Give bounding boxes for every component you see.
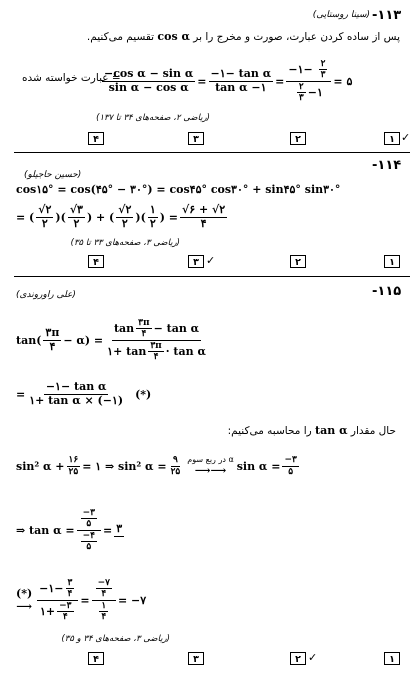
tan-equation: tan( $\frac{۳\pi}{۴}$ − α) = tan $\frac{۳\pi}{۴}$ − tan α ۱+ tan $\frac{۳\pi}{۴}$ · tan α xyxy=(16,317,206,362)
tan-value: ⇒ tan α = $\frac{\frac{-۳}{۵}}{\frac{-۴}{۵}}$ = ۳ xyxy=(16,507,123,552)
correct-checkmark: ✓ xyxy=(206,254,216,267)
correct-checkmark: ✓ xyxy=(308,651,318,664)
option-4[interactable]: ۴ xyxy=(88,132,104,145)
final-computation: (*) ⟶ −۱− $\frac{۳}{۴}$ ۱+ $\frac{-۳}{۴}$ = $\frac{\frac{-۷}{۴}}{\frac{۱}{۴}}$ = −۷ xyxy=(16,577,147,622)
question-number: -۱۱۵ xyxy=(372,284,402,299)
divider xyxy=(14,276,410,277)
option-4[interactable]: ۴ xyxy=(88,652,104,665)
option-1[interactable]: ۱ xyxy=(384,652,400,665)
sin-equation: sin² α + $\frac{۱۶}{۲۵}$ = ۱ ⇒ sin² α = $\frac{۹}{۲۵}$ α در ربع سوم ⟶⟶ sin α = $\frac{-۳}{۵}$ xyxy=(16,455,297,477)
source-reference: (ریاضی ۳، صفحه‌های ۳۳ تا ۳۵) xyxy=(70,238,180,248)
option-3[interactable]: ۳ xyxy=(188,652,204,665)
equation-label: = عبارت خواسته شده xyxy=(22,72,121,84)
option-1[interactable]: ۱ xyxy=(384,132,400,145)
question-author: (سینا روستایی) xyxy=(312,10,370,20)
equation-line-1: cos۱۵° = cos(۴۵° − ۳۰°) = cos۴۵° cos۳۰° + sin۴۵° sin۳۰° xyxy=(16,183,341,196)
intro-text-b: تقسیم می‌کنیم. xyxy=(86,31,155,43)
calc-instruction: حال مقدار tan α را محاسبه می‌کنیم: xyxy=(227,424,396,437)
option-3[interactable]: ۳ xyxy=(188,255,204,268)
option-4[interactable]: ۴ xyxy=(88,255,104,268)
option-3[interactable]: ۳ xyxy=(188,132,204,145)
question-number: -۱۱۳ xyxy=(372,8,402,23)
intro-text-a: پس از ساده کردن عبارت، صورت و مخرج را بر xyxy=(193,31,400,43)
source-reference: (ریاضی ۲، صفحه‌های ۳۴ تا ۱۳۷) xyxy=(96,113,210,123)
fraction-2: $\frac{\text{−۱− tan α}}{\text{tan α −۱}}$ xyxy=(210,66,272,94)
arrow-label: α در ربع سوم xyxy=(187,455,234,464)
arrow-right-icon: ⟶ xyxy=(16,600,32,613)
option-2[interactable]: ۲ xyxy=(290,255,306,268)
equation-q113: $\frac{\text{−cos α − sin α}}{\text{sin α − cos α}}$ = $\frac{\text{−۱− tan α}}{\text{tan α −۱}}$ = −۱− $\frac{۲}{۳}$ $\frac{۲}{۳}$ −۱ = ۵ xyxy=(104,58,353,103)
result: = ۵ xyxy=(333,74,353,88)
intro-variable: cos α xyxy=(157,30,190,43)
fraction-3: −۱− $\frac{۲}{۳}$ $\frac{۲}{۳}$ −۱ xyxy=(286,59,331,103)
option-1[interactable]: ۱ xyxy=(384,255,400,268)
arrow-right-icon: ⟶⟶ xyxy=(194,464,227,477)
tan-step-2: = $\frac{\text{−۱− tan α}}{\text{۱+ tan α × (−۱)}}$ (*) xyxy=(16,379,152,407)
fraction-1: $\frac{\text{−cos α − sin α}}{\text{sin α − cos α}}$ xyxy=(104,66,194,94)
option-2[interactable]: ۲ xyxy=(290,652,306,665)
correct-checkmark: ✓ xyxy=(401,131,411,144)
equation-line-2: = ( $\frac{√۲}{۲}$ )( $\frac{√۳}{۲}$ ) + ( $\frac{√۲}{۲}$ )( $\frac{۱}{۲}$ ) = $\frac{√۶ + √۲}{۴}$ xyxy=(16,202,226,230)
option-2[interactable]: ۲ xyxy=(290,132,306,145)
star-marker: (*) xyxy=(135,387,152,401)
divider xyxy=(14,152,410,153)
question-author: (علی راوروندی) xyxy=(16,290,76,300)
question-intro xyxy=(10,30,400,43)
question-number: -۱۱۴ xyxy=(372,158,402,173)
source-reference: (ریاضی ۳، صفحه‌های ۳۴ و ۳۵) xyxy=(61,634,170,644)
